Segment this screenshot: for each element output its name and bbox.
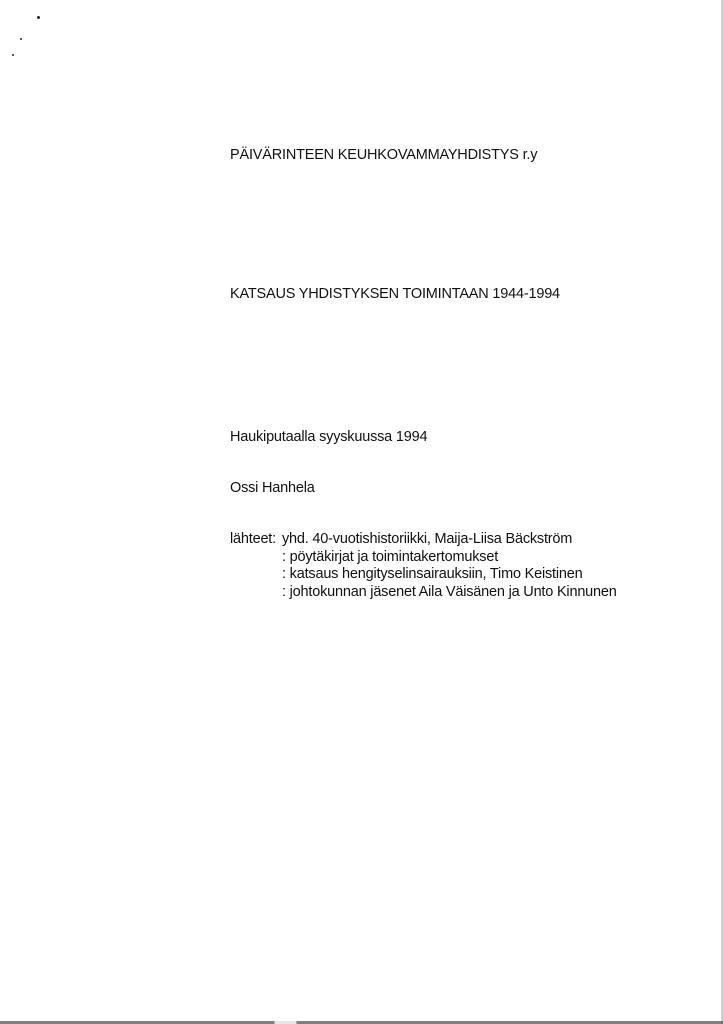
author-name: Ossi Hanhela (230, 480, 315, 496)
indent-spacer (230, 566, 282, 584)
source-item: : pöytäkirjat ja toimintakertomukset (282, 548, 499, 565)
indent-spacer (230, 549, 282, 567)
sources-label: lähteet: (230, 531, 276, 547)
document-title: KATSAUS YHDISTYKSEN TOIMINTAAN 1944-1994 (230, 286, 560, 302)
scan-speck (12, 54, 14, 56)
sources-row (230, 531, 617, 549)
indent-spacer (230, 584, 282, 602)
sources-row (230, 566, 617, 584)
sources-row (230, 584, 617, 602)
sources-row (230, 549, 617, 567)
sources-block (230, 531, 617, 601)
scan-speck (20, 38, 22, 40)
place-and-date: Haukiputaalla syyskuussa 1994 (230, 429, 428, 445)
source-item: yhd. 40-vuotishistoriikki, Maija-Liisa Bäckström (282, 531, 573, 547)
scan-speck (37, 16, 40, 19)
source-item: : katsaus hengityselinsairauksiin, Timo Keistinen (282, 566, 583, 582)
organization-name: PÄIVÄRINTEEN KEUHKOVAMMAYHDISTYS r.y (230, 147, 538, 163)
source-item: : johtokunnan jäsenet Aila Väisänen ja Unto Kinnunen (282, 583, 617, 600)
